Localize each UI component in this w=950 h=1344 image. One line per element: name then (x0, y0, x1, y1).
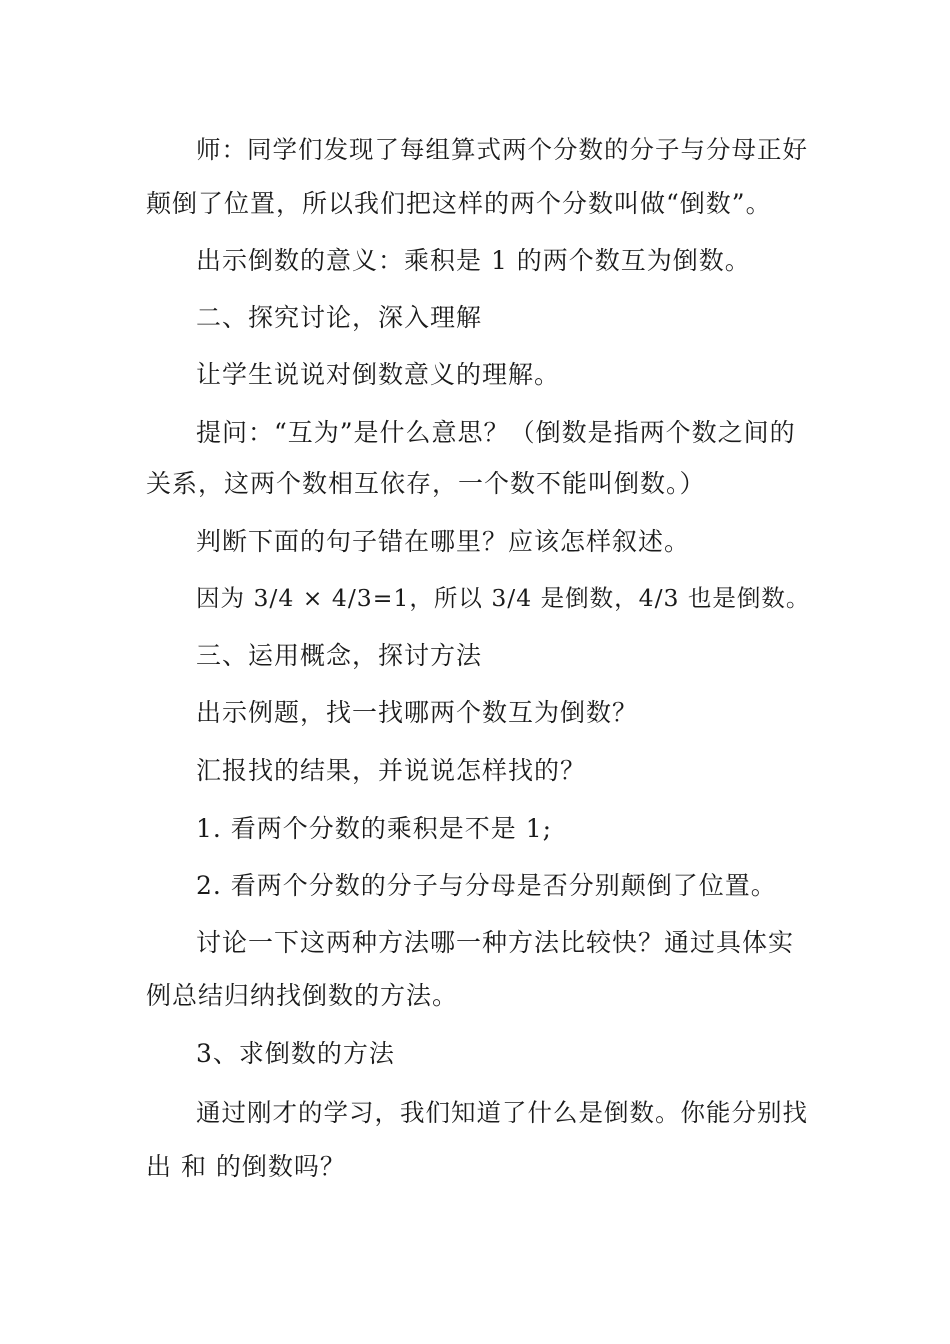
paragraph-line: 通过刚才的学习，我们知道了什么是倒数。你能分别找 (196, 1098, 808, 1127)
paragraph-line: 讨论一下这两种方法哪一种方法比较快？通过具体实 (196, 928, 795, 957)
paragraph-line: 师：同学们发现了每组算式两个分数的分子与分母正好 (196, 135, 808, 164)
paragraph-line: 让学生说说对倒数意义的理解。 (196, 360, 561, 389)
paragraph-line: 提问：“互为”是什么意思？（倒数是指两个数之间的 (196, 418, 796, 447)
paragraph-line: 判断下面的句子错在哪里？应该怎样叙述。 (196, 527, 691, 556)
list-item: 2. 看两个分数的分子与分母是否分别颠倒了位置。 (196, 871, 777, 900)
paragraph-line: 汇报找的结果，并说说怎样找的？ (196, 756, 587, 785)
paragraph-line: 因为 3/4 × 4/3=1，所以 3/4 是倒数，4/3 也是倒数。 (196, 584, 811, 612)
paragraph-line: 出示例题，找一找哪两个数互为倒数？ (196, 698, 639, 727)
paragraph-line: 出示倒数的意义：乘积是 1 的两个数互为倒数。 (196, 246, 751, 275)
section-heading: 3、求倒数的方法 (196, 1039, 395, 1068)
paragraph-line: 例总结归纳找倒数的方法。 (146, 981, 459, 1010)
list-item: 1. 看两个分数的乘积是不是 1; (196, 814, 553, 843)
section-heading: 二、探究讨论，深入理解 (196, 303, 483, 332)
paragraph-line: 出 和 的倒数吗？ (146, 1152, 346, 1181)
paragraph-line: 关系，这两个数相互依存，一个数不能叫倒数。） (146, 469, 706, 498)
paragraph-line: 颠倒了位置，所以我们把这样的两个分数叫做“倒数”。 (146, 189, 772, 218)
section-heading: 三、运用概念，探讨方法 (196, 641, 483, 670)
